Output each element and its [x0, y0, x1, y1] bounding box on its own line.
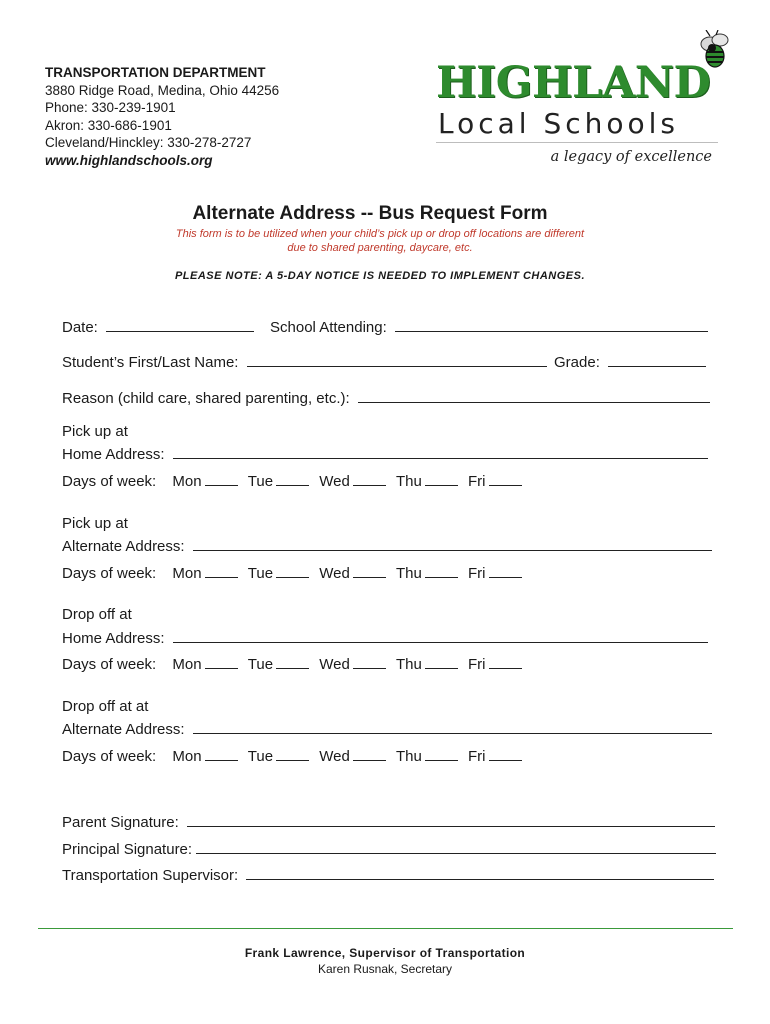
day-thu-field[interactable]	[425, 653, 458, 669]
student-row	[62, 351, 547, 372]
dropoff-alt-days	[62, 745, 522, 766]
day-tue-field[interactable]	[276, 470, 309, 486]
day-tue-field[interactable]	[276, 653, 309, 669]
dropoff-home-heading: Drop off at	[62, 606, 132, 623]
day-wed-label: Wed	[319, 565, 350, 582]
grade-row	[554, 351, 706, 372]
day-mon-field[interactable]	[205, 745, 238, 761]
day-tue-label: Tue	[247, 656, 274, 673]
day-mon-label: Mon	[172, 656, 202, 673]
logo-subtitle: Local Schools	[438, 107, 680, 140]
transport-supervisor-row	[62, 864, 714, 885]
principal-signature-row	[62, 838, 716, 859]
day-thu-field[interactable]	[425, 470, 458, 486]
date-label: Date:	[62, 319, 98, 336]
day-fri-label: Fri	[468, 565, 486, 582]
pickup-alt-days	[62, 562, 522, 583]
department-title: TRANSPORTATION DEPARTMENT	[45, 65, 266, 80]
day-wed-label: Wed	[319, 748, 350, 765]
principal-signature-field[interactable]	[196, 838, 716, 854]
footer-divider	[38, 928, 733, 929]
dropoff-home-days	[62, 653, 522, 674]
department-akron-phone: Akron: 330-686-1901	[45, 117, 172, 133]
days-label: Days of week:	[62, 656, 157, 673]
department-phone: Phone: 330-239-1901	[45, 100, 176, 115]
day-tue-field[interactable]	[276, 562, 309, 578]
notice-text: PLEASE NOTE: A 5-DAY NOTICE IS NEEDED TO IMPLEMENT CHANGES.	[174, 270, 586, 282]
day-fri-field[interactable]	[489, 562, 522, 578]
day-fri-field[interactable]	[489, 470, 522, 486]
pickup-home-label: Home Address:	[62, 446, 165, 463]
days-label: Days of week:	[62, 473, 157, 490]
day-fri-label: Fri	[468, 473, 486, 490]
parent-signature-row	[62, 811, 715, 832]
day-thu-label: Thu	[395, 748, 422, 765]
days-label: Days of week:	[62, 748, 157, 765]
pickup-alt-label: Alternate Address:	[62, 538, 185, 555]
school-label: School Attending:	[270, 319, 387, 336]
department-address: 3880 Ridge Road, Medina, Ohio 44256	[45, 82, 280, 98]
day-tue-label: Tue	[247, 565, 274, 582]
day-wed-field[interactable]	[353, 562, 386, 578]
transport-supervisor-field[interactable]	[246, 864, 714, 880]
logo-name: HIGHLAND	[436, 58, 711, 108]
pickup-home-days	[62, 470, 522, 491]
reason-field[interactable]	[358, 387, 710, 403]
form-title: Alternate Address -- Bus Request Form	[192, 203, 548, 224]
day-wed-field[interactable]	[353, 653, 386, 669]
date-row	[62, 316, 254, 337]
day-tue-field[interactable]	[276, 745, 309, 761]
highland-logo	[436, 30, 730, 170]
day-tue-label: Tue	[247, 473, 274, 490]
day-fri-field[interactable]	[489, 653, 522, 669]
day-wed-label: Wed	[319, 473, 350, 490]
dropoff-home-label: Home Address:	[62, 630, 165, 647]
form-subtitle	[0, 227, 760, 255]
day-wed-field[interactable]	[353, 745, 386, 761]
form-subtitle-line1: This form is to be utilized when your child’s pick up or drop off locations are different	[175, 228, 585, 240]
parent-signature-field[interactable]	[187, 811, 715, 827]
school-row	[270, 316, 708, 337]
day-mon-label: Mon	[172, 748, 202, 765]
dropoff-alt-heading: Drop off at at	[62, 698, 149, 715]
student-name-label: Student’s First/Last Name:	[62, 354, 239, 371]
dropoff-alt-row	[62, 718, 712, 739]
day-mon-label: Mon	[172, 473, 202, 490]
day-thu-field[interactable]	[425, 745, 458, 761]
day-thu-field[interactable]	[425, 562, 458, 578]
day-thu-label: Thu	[395, 473, 422, 490]
day-mon-label: Mon	[172, 565, 202, 582]
grade-field[interactable]	[608, 351, 706, 367]
day-wed-field[interactable]	[353, 470, 386, 486]
day-mon-field[interactable]	[205, 562, 238, 578]
pickup-home-address-field[interactable]	[173, 443, 708, 459]
day-fri-label: Fri	[468, 656, 486, 673]
logo-divider	[436, 142, 718, 143]
days-label: Days of week:	[62, 565, 157, 582]
dropoff-alt-address-field[interactable]	[193, 718, 712, 734]
footer-supervisor: Frank Lawrence, Supervisor of Transportation	[244, 946, 526, 960]
pickup-alt-row	[62, 535, 712, 556]
department-cleveland-phone: Cleveland/Hinckley: 330-278-2727	[45, 135, 252, 150]
parent-signature-label: Parent Signature:	[62, 814, 179, 831]
grade-label: Grade:	[554, 354, 600, 371]
form-subtitle-line2: due to shared parenting, daycare, etc.	[287, 242, 473, 254]
day-tue-label: Tue	[247, 748, 274, 765]
pickup-alt-address-field[interactable]	[193, 535, 712, 551]
day-thu-label: Thu	[395, 656, 422, 673]
school-field[interactable]	[395, 316, 708, 332]
dropoff-home-row	[62, 627, 708, 648]
pickup-home-heading: Pick up at	[62, 423, 128, 440]
dropoff-alt-label: Alternate Address:	[62, 721, 185, 738]
student-name-field[interactable]	[247, 351, 547, 367]
footer-secretary: Karen Rusnak, Secretary	[317, 962, 453, 976]
day-wed-label: Wed	[319, 656, 350, 673]
principal-signature-label: Principal Signature:	[62, 841, 193, 858]
day-fri-field[interactable]	[489, 745, 522, 761]
department-info	[45, 64, 279, 169]
transport-supervisor-label: Transportation Supervisor:	[62, 867, 239, 884]
day-thu-label: Thu	[395, 565, 422, 582]
pickup-home-row	[62, 443, 708, 464]
day-mon-field[interactable]	[205, 653, 238, 669]
reason-row	[62, 387, 710, 408]
day-mon-field[interactable]	[205, 470, 238, 486]
pickup-alt-heading: Pick up at	[62, 515, 128, 532]
website-link[interactable]: www.highlandschools.org	[45, 152, 213, 168]
date-field[interactable]	[106, 316, 254, 332]
day-fri-label: Fri	[468, 748, 486, 765]
logo-tagline: a legacy of excellence	[550, 149, 712, 165]
dropoff-home-address-field[interactable]	[173, 627, 708, 643]
reason-label: Reason (child care, shared parenting, etc.):	[62, 390, 350, 407]
